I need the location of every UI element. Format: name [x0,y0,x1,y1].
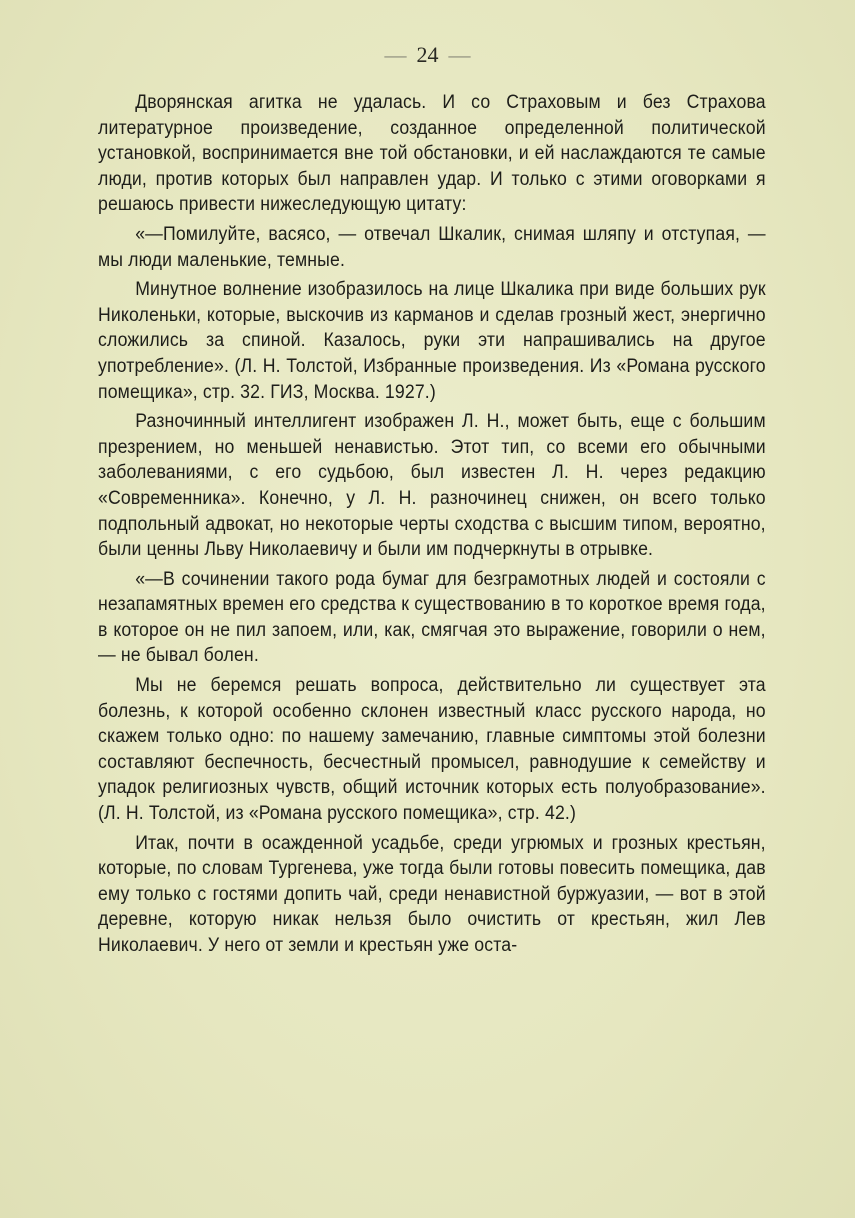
paragraph-2-quote: «—Помилуйте, васясо, — отвечал Шкалик, снимая шляпу и отступая, — мы люди маленькие, темные. [98,223,766,271]
page-number-dash-right: — [448,42,471,67]
page-number [0,42,855,68]
paragraph-5-quote: «—В сочинении такого рода бумаг для безграмотных людей и состояли с незапамятных времен его средства к существованию в то короткое время года, в которое он не пил запоем, или, как, смягчая это выражение, говорили о нем, — не бывал болен. [98,568,766,667]
paragraph-4: Разночинный интеллигент изображен Л. Н., может быть, еще с большим презрением, но меньшей ненавистью. Этот тип, со всеми его обычными заболеваниями, с его судьбою, был известен Л. Н. через редакцию «Современника». Конечно, у Л. Н. разночинец снижен, он всего только подпольный адвокат, но некоторые черты сходства с высшим типом, вероятно, были ценны Льву Николаевичу и были им подчеркнуты в отрывке. [98,411,766,561]
page-number-value: 24 [416,42,439,67]
paragraph-7: Итак, почти в осажденной усадьбе, среди угрюмых и грозных крестьян, которые, по словам Тургенева, уже тогда были готовы повесить помещика, дав ему только с гостями допить чай, среди ненавистной буржуазии, — вот в этой деревне, которую никак нельзя было очистить от крестьян, жил Лев Николаевич. У него от земли и крестьян уже оста- [98,832,766,956]
paragraph-3-quote: Минутное волнение изобразилось на лице Шкалика при виде больших рук Николеньки, которые, выскочив из карманов и сделав грозный жест, энергично сложились за спиной. Казалось, руки эти напрашивались на другое употребление». (Л. Н. Толстой, Избранные произведения. Из «Романа русского помещика», стр. 32. ГИЗ, Москва. 1927.) [98,279,766,403]
paragraph-6-quote: Мы не беремся решать вопроса, действительно ли существует эта болезнь, к которой особенно склонен известный класс русского народа, но скажем только одно: по нашему замечанию, главные симптомы этой болезни составляют беспечность, бесчестный промысел, равнодушие к семейству и упадок религиозных чувств, общий источник которых есть полуобразование». (Л. Н. Толстой, из «Романа русского помещика», стр. 42.) [98,675,766,825]
page-number-dash-left: — [384,42,407,67]
paragraph-1: Дворянская агитка не удалась. И со Страховым и без Страхова литературное произведение, созданное определенной политической установкой, воспринимается вне той обстановки, и ей наслаждаются те самые люди, против которых был направлен удар. И только с этими оговорками я решаюсь привести нижеследующую цитату: [98,92,766,216]
body-text [98,90,766,959]
